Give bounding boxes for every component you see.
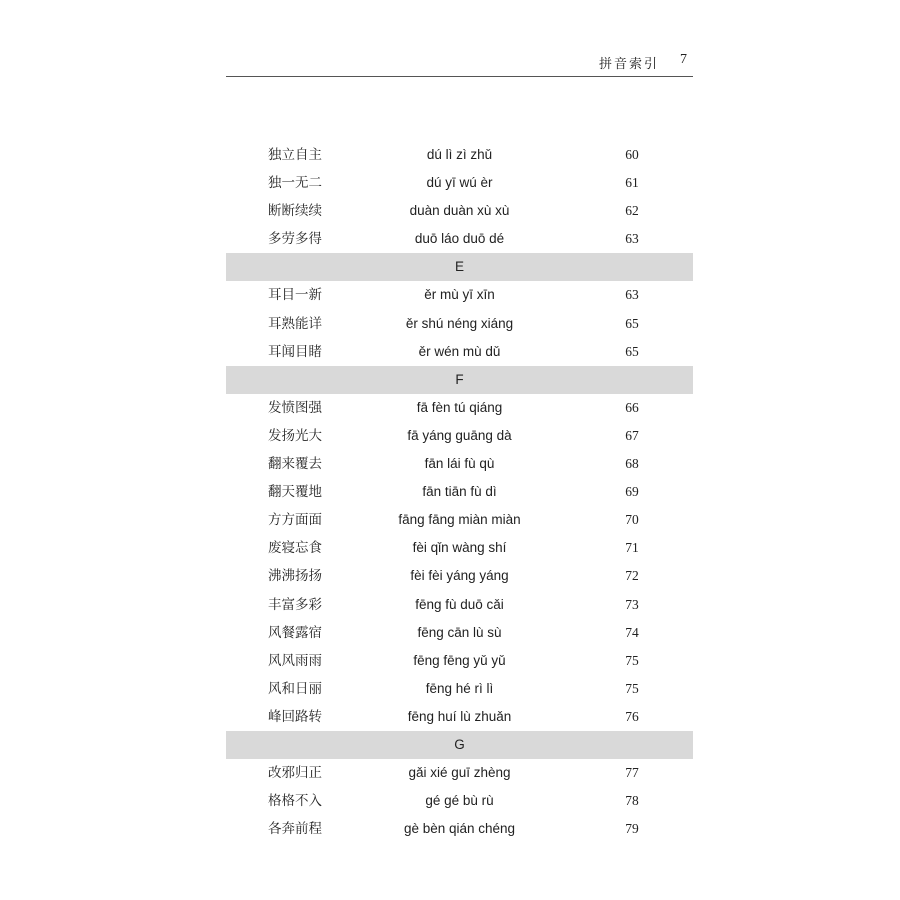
index-entry-row bbox=[226, 310, 693, 338]
section-letter: G bbox=[454, 736, 465, 752]
idiom-text: 独立自主 bbox=[268, 147, 322, 163]
page-reference: 66 bbox=[625, 399, 639, 415]
idiom-text: 发愤图强 bbox=[268, 399, 322, 416]
index-entry-row bbox=[226, 141, 693, 169]
pinyin-text: dú yī wú èr bbox=[426, 175, 493, 191]
index-entry-row bbox=[226, 450, 693, 478]
pinyin-text: fēng fù duō cǎi bbox=[415, 596, 504, 612]
section-letter: F bbox=[455, 371, 464, 387]
idiom-text: 翻天覆地 bbox=[268, 484, 322, 501]
page-reference: 63 bbox=[625, 287, 639, 303]
page-reference: 62 bbox=[625, 203, 639, 219]
page-number: 7 bbox=[680, 52, 687, 67]
idiom-text: 峰回路转 bbox=[268, 708, 322, 725]
running-head-title: 拼音索引 bbox=[598, 57, 659, 72]
pinyin-text: ěr mù yī xīn bbox=[424, 287, 495, 303]
pinyin-text: fāng fāng miàn miàn bbox=[398, 512, 521, 528]
index-entry-row bbox=[226, 225, 693, 253]
idiom-text: 改邪归正 bbox=[268, 765, 322, 782]
letter-section-header bbox=[226, 366, 693, 394]
idiom-text: 断断续续 bbox=[268, 203, 322, 220]
page-reference: 75 bbox=[625, 652, 639, 668]
letter-section-header bbox=[226, 731, 693, 759]
index-entry-row bbox=[226, 703, 693, 731]
page-reference: 63 bbox=[625, 231, 639, 247]
pinyin-text: duàn duàn xù xù bbox=[409, 203, 510, 219]
index-entry-row bbox=[226, 619, 693, 647]
page-reference: 78 bbox=[625, 793, 639, 809]
index-entry-row bbox=[226, 281, 693, 309]
index-entry-row bbox=[226, 815, 693, 843]
index-entry-row bbox=[226, 394, 693, 422]
idiom-text: 独一无二 bbox=[268, 175, 322, 192]
idiom-text: 废寝忘食 bbox=[268, 540, 322, 557]
idiom-text: 耳熟能详 bbox=[268, 315, 322, 332]
pinyin-text: fèi qǐn wàng shí bbox=[412, 540, 507, 556]
page-reference: 77 bbox=[625, 765, 639, 781]
idiom-text: 耳闻目睹 bbox=[268, 343, 322, 360]
pinyin-text: gǎi xié guī zhèng bbox=[408, 765, 511, 781]
idiom-text: 各奔前程 bbox=[268, 821, 322, 838]
pinyin-text: dú lì zì zhǔ bbox=[426, 147, 493, 162]
pinyin-text: gè bèn qián chéng bbox=[403, 821, 516, 837]
index-entry-row bbox=[226, 562, 693, 590]
page-reference: 60 bbox=[625, 147, 639, 162]
idiom-text: 方方面面 bbox=[268, 512, 322, 529]
pinyin-text: fā yáng guāng dà bbox=[407, 427, 512, 443]
pinyin-text: fēng cān lù sù bbox=[417, 624, 502, 640]
page-reference: 72 bbox=[625, 568, 639, 584]
idiom-text: 沸沸扬扬 bbox=[268, 568, 322, 585]
pinyin-text: ěr shú néng xiáng bbox=[405, 315, 514, 331]
page-reference: 71 bbox=[625, 540, 639, 556]
pinyin-text: fā fèn tú qiáng bbox=[416, 399, 503, 415]
page-reference: 67 bbox=[625, 427, 639, 443]
page-reference: 76 bbox=[625, 708, 639, 724]
pinyin-text: ěr wén mù dǔ bbox=[418, 343, 501, 359]
pinyin-text: fēng huí lù zhuǎn bbox=[407, 708, 512, 724]
idiom-text: 丰富多彩 bbox=[268, 596, 322, 613]
index-entry-row bbox=[226, 422, 693, 450]
page-reference: 70 bbox=[625, 512, 639, 528]
page-reference: 68 bbox=[625, 456, 639, 472]
idiom-text: 翻来覆去 bbox=[268, 456, 322, 473]
page-reference: 73 bbox=[625, 596, 639, 612]
page-reference: 74 bbox=[625, 624, 639, 640]
index-entry-row bbox=[226, 478, 693, 506]
index-entry-row bbox=[226, 787, 693, 815]
index-entry-row bbox=[226, 675, 693, 703]
pinyin-text: fèi fèi yáng yáng bbox=[410, 568, 509, 584]
idiom-text: 格格不入 bbox=[268, 793, 322, 810]
page-reference: 65 bbox=[625, 343, 639, 359]
idiom-text: 多劳多得 bbox=[268, 231, 322, 248]
pinyin-text: fān tiān fù dì bbox=[422, 484, 497, 500]
pinyin-text: fēng hé rì lì bbox=[425, 680, 494, 696]
idiom-text: 耳目一新 bbox=[268, 287, 322, 304]
idiom-text: 发扬光大 bbox=[268, 427, 322, 444]
index-entry-row bbox=[226, 338, 693, 366]
page-reference: 61 bbox=[625, 175, 639, 191]
page-reference: 75 bbox=[625, 680, 639, 696]
index-entry-row bbox=[226, 647, 693, 675]
idiom-text: 风风雨雨 bbox=[268, 652, 322, 669]
page-reference: 69 bbox=[625, 484, 639, 500]
idiom-text: 风餐露宿 bbox=[268, 624, 322, 641]
pinyin-text: fēng fēng yǔ yǔ bbox=[413, 652, 506, 668]
pinyin-text: fān lái fù qù bbox=[424, 456, 495, 472]
index-entry-row bbox=[226, 591, 693, 619]
index-entry-row bbox=[226, 197, 693, 225]
pinyin-text: duō láo duō dé bbox=[414, 231, 505, 247]
page-header bbox=[226, 48, 693, 77]
page-reference: 79 bbox=[625, 821, 639, 837]
index-entry-row bbox=[226, 759, 693, 787]
index-entry-row bbox=[226, 506, 693, 534]
pinyin-text: gé gé bù rù bbox=[425, 793, 494, 809]
index-entry-row bbox=[226, 534, 693, 562]
section-letter: E bbox=[454, 259, 464, 275]
letter-section-header bbox=[226, 253, 693, 281]
idiom-text: 风和日丽 bbox=[268, 680, 322, 697]
pinyin-index-table bbox=[226, 141, 693, 843]
index-entry-row bbox=[226, 169, 693, 197]
page-reference: 65 bbox=[625, 315, 639, 331]
